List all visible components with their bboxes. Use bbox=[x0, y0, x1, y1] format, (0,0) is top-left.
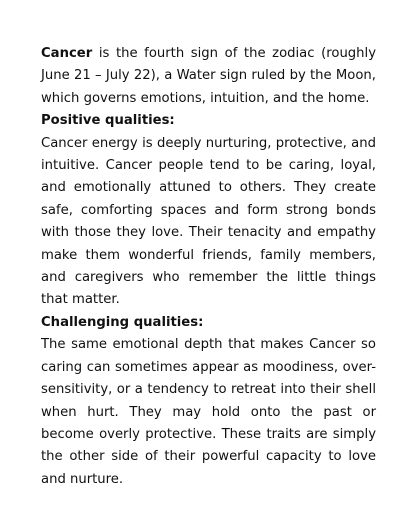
positive-paragraph: Cancer energy is deeply nurturing, protective, and intuitive. Cancer people tend to be caring, loyal, and emotionally attuned to others. They create safe, comforting spaces and form strong bonds with those they love. Their tenacity and empathy make them wonderful friends, family members, and caregivers who remember the little things that matter. bbox=[41, 135, 376, 308]
sign-name: Cancer bbox=[41, 46, 93, 61]
intro-text: is the fourth sign of the zodiac (roughly June 21 – July 22), a Water sign ruled by the Moon, which governs emotions, intuition, and the home. bbox=[41, 46, 376, 106]
challenging-heading: Challenging qualities: bbox=[41, 314, 204, 330]
challenging-paragraph: The same emotional depth that makes Cancer so caring can sometimes appear as moodiness, over-sensitivity, or a tendency to retreat into their shell when hurt. They may hold onto the past or become overly protective. These traits are simply the other side of their powerful capacity to love and nurture. bbox=[41, 337, 376, 487]
document-body bbox=[41, 43, 376, 491]
intro-paragraph bbox=[41, 43, 376, 110]
positive-heading: Positive qualities: bbox=[41, 113, 175, 129]
